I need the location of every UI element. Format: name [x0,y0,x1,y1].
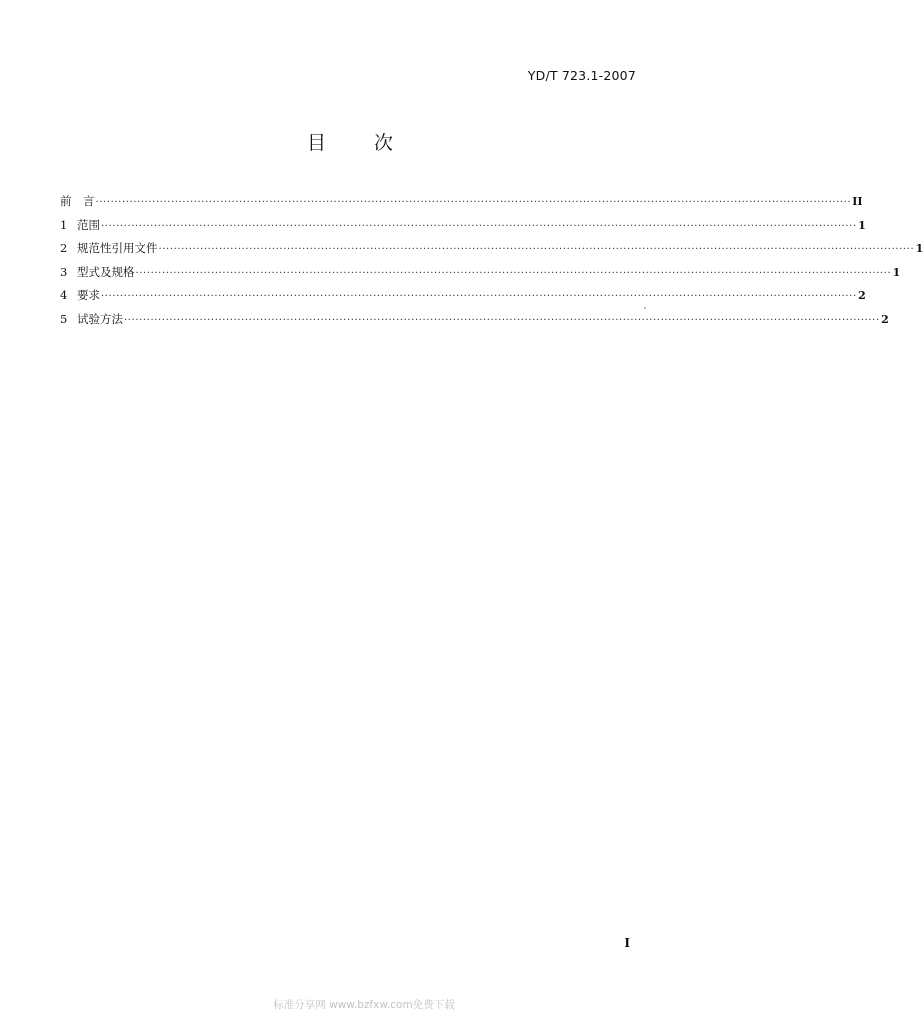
toc-entry-requirements[interactable] [60,284,866,308]
toc-entry-number: 1 [60,217,68,232]
toc-entry-types-specifications[interactable] [60,261,901,285]
scan-speck [644,307,646,309]
toc-entry-page: 1 [892,265,901,279]
toc-entry-label: 范围 [77,217,100,232]
document-code: YD/T 723.1-2007 [527,68,636,83]
toc-leader-dots: ········································································································································································································ [124,314,880,326]
toc-entry-page: 2 [881,312,889,326]
page-title: 目次 [306,132,441,154]
toc-entry-number: 4 [60,288,68,302]
toc-entry-foreword[interactable] [60,190,863,214]
toc-entry-number: 5 [60,311,68,326]
toc-entry-page: 2 [858,289,866,302]
toc-entry-label: 前 言 [60,194,95,208]
toc-entry-label: 要求 [77,288,100,302]
toc-entry-number: 2 [60,241,68,255]
toc-leader-dots: ········································································································································································································ [135,267,892,279]
toc-entry-label: 试验方法 [77,311,123,326]
toc-entry-page: 1 [858,218,866,232]
toc-entry-label: 规范性引用文件 [77,241,158,255]
toc-entry-label: 型式及规格 [77,264,135,279]
toc-entry-number: 3 [60,264,68,279]
toc-entry-page: II [852,195,863,208]
table-of-contents [60,190,923,331]
toc-entry-normative-references[interactable] [60,237,923,261]
toc-entry-test-methods[interactable] [60,308,889,332]
watermark-text: 标准分享网 www.bzfxw.com免费下载 [273,999,455,1011]
toc-leader-dots: ········································································································································································································ [158,244,915,255]
page-number: I [624,936,630,950]
toc-leader-dots: ········································································································································································································ [95,197,852,208]
toc-entry-page: 1 [915,242,923,255]
toc-leader-dots: ········································································································································································································ [101,291,857,302]
toc-entry-scope[interactable] [60,214,866,238]
toc-leader-dots: ········································································································································································································ [101,220,857,232]
